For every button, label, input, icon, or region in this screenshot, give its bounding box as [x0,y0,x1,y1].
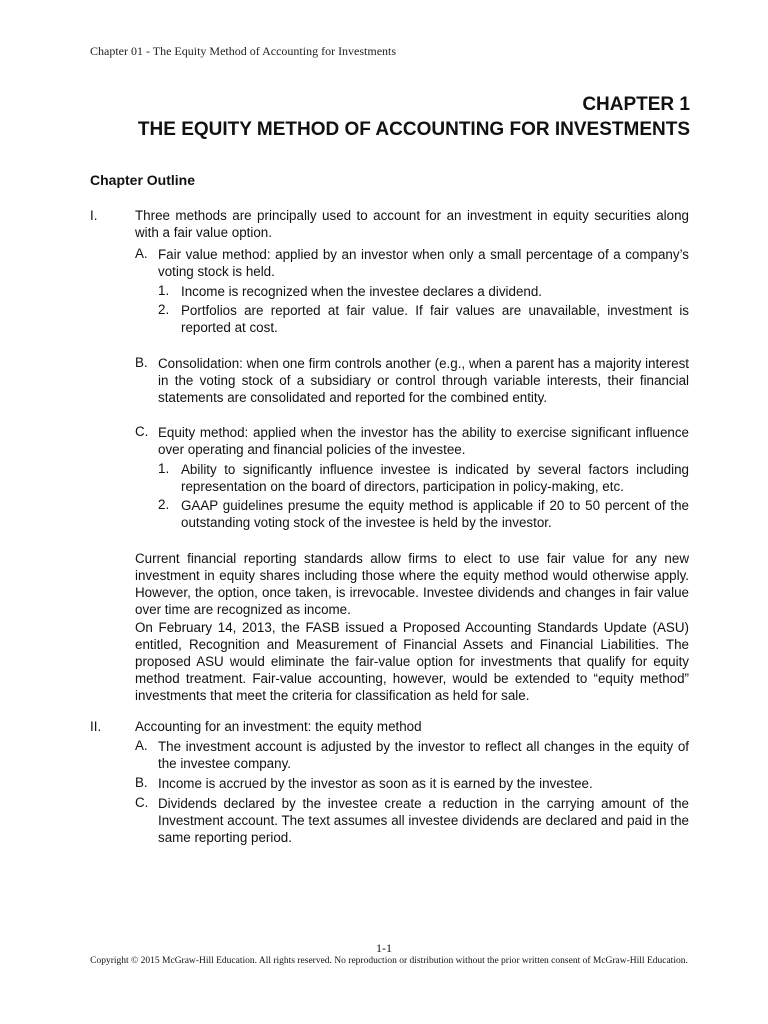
chapter-name: THE EQUITY METHOD OF ACCOUNTING FOR INVESTMENTS [137,119,690,140]
section-1-a-2-marker: 2. [158,302,170,317]
section-1-c-2-text: GAAP guidelines presume the equity method is applicable if 20 to 50 percent of the outstanding voting stock of the investee is held by the investor. [181,498,689,530]
chapter-number: CHAPTER 1 [582,94,690,115]
section-1-b-text: Consolidation: when one firm controls another (e.g., when a parent has a majority interest in the voting stock of a subsidiary or control through variable interests, their financial statements are consolidated and reported for the combined entity. [158,356,689,405]
section-1-a-marker: A. [135,246,148,261]
section-1-intro: Three methods are principally used to account for an investment in equity securities along with a fair value option. [135,208,689,240]
section-1-a-2-text: Portfolios are reported at fair value. If fair values are unavailable, investment is reported at cost. [181,303,689,335]
section-1-c-text: Equity method: applied when the investor has the ability to exercise significant influence over operating and financial policies of the investee. [158,425,689,457]
section-2-a-text: The investment account is adjusted by the investor to reflect all changes in the equity of the investee company. [158,739,689,771]
copyright-notice: Copyright © 2015 McGraw-Hill Education. All rights reserved. No reproduction or distribution without the prior written consent of McGraw-Hill Education. [90,956,688,966]
running-header: Chapter 01 - The Equity Method of Accounting for Investments [90,44,397,58]
section-1-c-2-marker: 2. [158,497,170,512]
section-1-c-1-text: Ability to significantly influence investee is indicated by several factors including representation on the board of directors, participation in policy-making, etc. [181,462,689,494]
section-1-a-text: Fair value method: applied by an investor when only a small percentage of a company’s voting stock is held. [158,247,689,279]
section-2-b-marker: B. [135,775,148,790]
page-number: 1-1 [376,941,392,955]
section-1-paragraph-2: On February 14, 2013, the FASB issued a Proposed Accounting Standards Update (ASU) entitled, Recognition and Measurement of Financial Assets and Financial Liabilities. The proposed ASU would eliminate the fair-value option for investments that qualify for equity method treatment. Fair-value accounting, however, would be extended to “equity method” investments that meet the criteria for classification as held for sale. [135,620,689,703]
chapter-title [50,92,690,142]
section-2-c-marker: C. [135,795,149,810]
section-1-c-marker: C. [135,424,149,439]
section-2-a-marker: A. [135,738,148,753]
section-1-a-1-text: Income is recognized when the investee declares a dividend. [181,284,543,299]
outline-heading: Chapter Outline [90,172,196,188]
section-1-b-marker: B. [135,355,148,370]
section-2-c-text: Dividends declared by the investee create a reduction in the carrying amount of the Investment account. The text assumes all investee dividends are declared and paid in the same reporting period. [158,796,689,845]
section-2-b-text: Income is accrued by the investor as soon as it is earned by the investee. [158,776,593,791]
section-1-c-1-marker: 1. [158,461,170,476]
section-2-intro: Accounting for an investment: the equity method [135,719,422,734]
section-1-a-1-marker: 1. [158,283,170,298]
section-2-numeral: II. [90,719,102,734]
section-1-paragraph-1: Current financial reporting standards allow firms to elect to use fair value for any new investment in equity shares including those where the equity method would otherwise apply. However, the option, once taken, is irrevocable. Investee dividends and changes in fair value over time are recognized as income. [135,551,689,617]
section-1-numeral: I. [90,208,98,223]
